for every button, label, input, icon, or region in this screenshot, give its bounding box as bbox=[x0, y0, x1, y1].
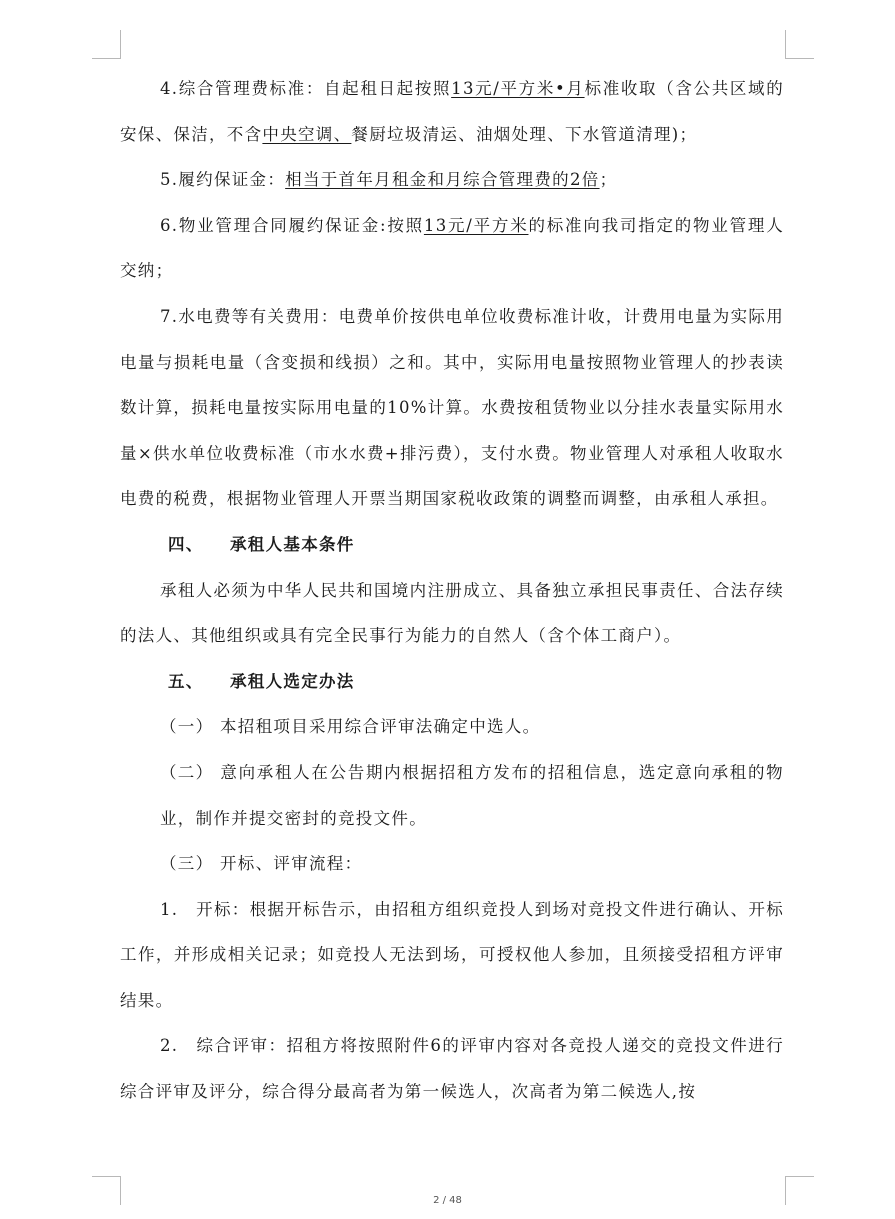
text: 4.综合管理费标准：自起租日起按照 bbox=[160, 79, 452, 98]
subsection-text: 意向承租人在公告期内根据招租方发布的招租信息，选定意向承租的物业，制作并提交密封的竞投文件。 bbox=[160, 762, 784, 828]
subsection-number: （三） bbox=[160, 854, 214, 874]
section-number: 五、 bbox=[168, 671, 204, 691]
paragraph-bid-opening: 1. 开标：根据开标告示，由招租方组织竞投人到场对竞投文件进行确认、开标工作，并形成相关记录；如竞投人无法到场，可授权他人参加，且须接受招租方评审结果。 bbox=[120, 899, 784, 1010]
paragraph-deposit bbox=[120, 157, 784, 203]
text: 的标准向我司指定的物业管理人交纳； bbox=[120, 215, 785, 281]
section-title: 承租人选定办法 bbox=[230, 671, 355, 691]
text: 标准收取（含公共区域的安保、保洁，不含 bbox=[120, 79, 784, 144]
section-heading-4 bbox=[120, 522, 784, 568]
subsection-3 bbox=[120, 841, 784, 887]
text: 6.物业管理合同履约保证金:按照 bbox=[160, 215, 424, 235]
text: 餐厨垃圾清运、油烟处理、下水管道清理)； bbox=[351, 124, 698, 144]
underlined-fee-rate: 13元/平方米•月 bbox=[451, 79, 585, 98]
underlined-deposit-amount: 相当于首年月租金和月综合管理费的2倍 bbox=[285, 170, 600, 190]
paragraph-management-fee bbox=[120, 66, 784, 157]
paragraph-property-deposit bbox=[120, 203, 784, 294]
underlined-text: 中央空调、 bbox=[262, 124, 352, 144]
crop-mark-top-left bbox=[92, 30, 121, 59]
section-number: 四、 bbox=[168, 534, 204, 554]
subsection-1 bbox=[120, 704, 784, 750]
paragraph-eligibility: 承租人必须为中华人民共和国境内注册成立、具备独立承担民事责任、合法存续的法人、其他组织或具有完全民事行为能力的自然人（含个体工商户）。 bbox=[120, 580, 784, 646]
section-heading-5 bbox=[120, 659, 784, 705]
subsection-number: （一） bbox=[160, 717, 214, 737]
page-number: 2 / 48 bbox=[433, 1195, 462, 1206]
subsection-number: （二） bbox=[160, 762, 214, 782]
text: 5.履约保证金： bbox=[160, 170, 286, 190]
crop-mark-top-right bbox=[785, 30, 814, 59]
paragraph-utilities: 7.水电费等有关费用：电费单价按供电单位收费标准计收，计费用电量为实际用电量与损耗电量（含变损和线损）之和。其中，实际用电量按照物业管理人的抄表读数计算，损耗电量按实际用电量的10%计算。水费按租赁物业以分挂水表量实际用水量×供水单位收费标准（市水水费+排污费），支付水费。物业管理人对承租人收取水电费的税费，根据物业管理人开票当期国家税收政策的调整而调整，由承租人承担。 bbox=[120, 306, 784, 509]
underlined-property-rate: 13元/平方米 bbox=[423, 215, 529, 235]
subsection-2 bbox=[120, 750, 784, 841]
subsection-text: 本招租项目采用综合评审法确定中选人。 bbox=[220, 717, 541, 737]
paragraph-evaluation: 2. 综合评审：招租方将按照附件6的评审内容对各竞投人递交的竞投文件进行综合评审及评分，综合得分最高者为第一候选人，次高者为第二候选人,按 bbox=[120, 1036, 784, 1102]
document-page bbox=[120, 66, 784, 1115]
text: ； bbox=[599, 170, 618, 190]
section-title: 承租人基本条件 bbox=[230, 534, 355, 554]
subsection-text: 开标、评审流程： bbox=[220, 854, 363, 874]
